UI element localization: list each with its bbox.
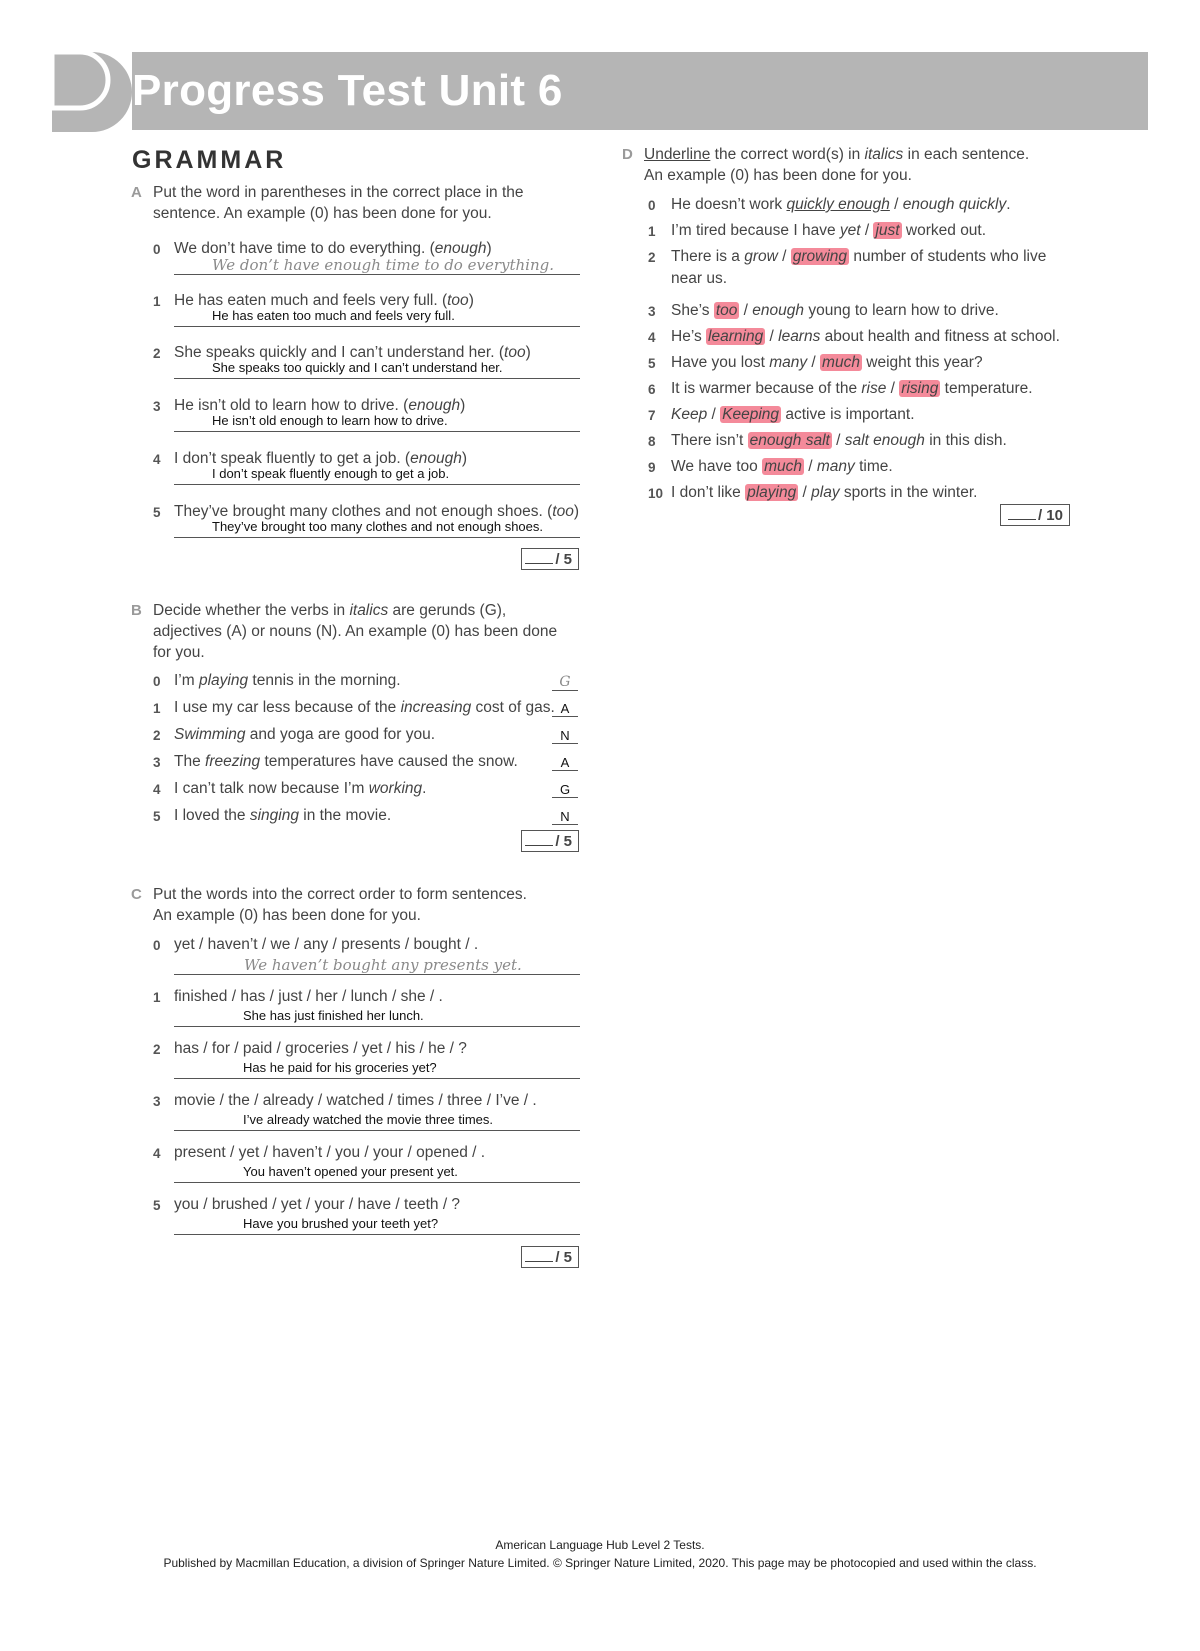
item-number: 5	[153, 1198, 161, 1213]
answer-text: Has he paid for his groceries yet?	[243, 1060, 437, 1075]
option-b[interactable]: enough	[752, 302, 805, 319]
answer-text: You haven’t opened your present yet.	[243, 1164, 458, 1179]
answer-text: He has eaten too much and feels very full.	[212, 308, 455, 323]
item-number: 5	[153, 505, 161, 520]
answer-field[interactable]: N	[552, 809, 578, 825]
item-number: 8	[648, 434, 656, 449]
question-text: We have too much / many time.	[671, 458, 893, 475]
score-box-c[interactable]: / 5	[521, 1246, 579, 1268]
question-text: Swimming and yoga are good for you.	[174, 726, 436, 743]
option-b[interactable]: learns	[778, 328, 821, 345]
question-text: It is warmer because of the rise / rising temperature.	[671, 380, 1033, 397]
answer-line[interactable]	[174, 974, 580, 975]
item-number: 2	[153, 1042, 161, 1057]
item-number: 2	[648, 250, 656, 265]
question-text: I don’t speak fluently to get a job. (enough)	[174, 450, 467, 467]
page-title: Progress Test Unit 6	[132, 66, 563, 115]
section-heading: GRAMMAR	[132, 146, 287, 174]
answer-line[interactable]	[174, 1182, 580, 1183]
item-number: 10	[648, 486, 664, 501]
exercise-letter: B	[131, 602, 142, 619]
item-number: 9	[648, 460, 656, 475]
question-text: present / yet / haven’t / you / your / opened / .	[174, 1144, 486, 1161]
exercise-d-instructions: D Underline the correct word(s) in italics in each sentence. An example (0) has been done for you.	[622, 146, 1030, 184]
item-number: 6	[648, 382, 656, 397]
item-number: 4	[153, 452, 161, 467]
question-text: We don’t have time to do everything. (enough)	[174, 240, 492, 257]
exercise-b-instructions: B Decide whether the verbs in italics are gerunds (G), adjectives (A) or nouns (N). An example (0) has been done for you.	[131, 602, 558, 661]
answer-text: Have you brushed your teeth yet?	[243, 1216, 439, 1231]
question-text: There isn’t enough salt / salt enough in this dish.	[671, 432, 1007, 449]
unit-logo-icon	[52, 52, 132, 132]
question-text: I don’t like playing / play sports in the winter.	[671, 484, 978, 501]
option-a[interactable]: learning	[708, 328, 764, 345]
question-text: finished / has / just / her / lunch / she / .	[174, 988, 443, 1005]
item-number: 2	[153, 346, 161, 361]
item-number: 3	[153, 1094, 161, 1109]
option-b[interactable]: just	[875, 222, 900, 239]
question-text: I loved the singing in the movie.	[174, 807, 392, 824]
question-text: I use my car less because of the increasing cost of gas.	[174, 699, 555, 716]
footer-line-2: Published by Macmillan Education, a division of Springer Nature Limited. © Springer Nature Limited, 2020. This page may be photocopied and used within the class.	[163, 1556, 1037, 1570]
question-text: He’s learning / learns about health and fitness at school.	[671, 328, 1060, 345]
score-box-d[interactable]: / 10	[1000, 504, 1070, 526]
footer-line-1: American Language Hub Level 2 Tests.	[495, 1538, 705, 1552]
item-number: 0	[153, 674, 161, 689]
question-text: you / brushed / yet / your / have / teeth / ?	[174, 1196, 461, 1213]
answer-line[interactable]	[174, 1078, 580, 1079]
answer-line[interactable]	[174, 1130, 580, 1131]
exercise-letter: A	[131, 184, 142, 201]
item-number: 0	[153, 242, 161, 257]
option-a[interactable]: quickly enough	[786, 196, 890, 213]
item-number: 4	[153, 1146, 161, 1161]
answer-line[interactable]	[174, 1026, 580, 1027]
answer-text: She speaks too quickly and I can’t understand her.	[212, 360, 503, 375]
option-a[interactable]: many	[769, 354, 808, 371]
exercise-c-instructions: C Put the words into the correct order to form sentences. An example (0) has been done for you.	[131, 886, 527, 924]
option-b[interactable]: Keeping	[722, 406, 780, 423]
answer-text: They’ve brought too many clothes and not enough shoes.	[212, 519, 543, 534]
option-b[interactable]: salt enough	[844, 432, 925, 449]
exercise-letter: C	[131, 886, 142, 903]
answer-line[interactable]	[174, 326, 580, 327]
answer-line[interactable]	[174, 378, 580, 379]
option-a[interactable]: playing	[747, 484, 797, 501]
answer-text: She has just finished her lunch.	[243, 1008, 424, 1023]
answer-line[interactable]	[174, 537, 580, 538]
option-a[interactable]: too	[715, 302, 738, 319]
item-number: 2	[153, 728, 161, 743]
item-number: 1	[153, 701, 161, 716]
question-text: The freezing temperatures have caused the snow.	[174, 753, 518, 770]
item-number: 0	[153, 938, 161, 953]
item-number: 3	[153, 755, 161, 770]
answer-field[interactable]: A	[552, 701, 578, 717]
option-b[interactable]: rising	[901, 380, 939, 397]
example-answer: We don’t have enough time to do everything.	[212, 256, 554, 274]
item-number: 7	[648, 408, 656, 423]
question-text: She’s too / enough young to learn how to drive.	[671, 302, 999, 319]
example-answer: G	[552, 674, 578, 691]
option-a[interactable]: rise	[861, 380, 887, 397]
answer-text: He isn’t old enough to learn how to drive.	[212, 413, 448, 428]
option-b[interactable]: enough quickly	[902, 196, 1007, 213]
item-number: 1	[648, 224, 656, 239]
option-a[interactable]: grow	[744, 248, 778, 265]
item-number: 5	[153, 809, 161, 824]
item-number: 4	[648, 330, 656, 345]
item-number: 1	[153, 294, 161, 309]
exercise-letter: D	[622, 146, 633, 163]
question-text: movie / the / already / watched / times / three / I’ve / .	[174, 1092, 537, 1109]
answer-field[interactable]: N	[552, 728, 578, 744]
option-b[interactable]: play	[811, 484, 840, 501]
answer-field[interactable]: G	[552, 782, 578, 798]
question-text: She speaks quickly and I can’t understand her. (too)	[174, 344, 531, 361]
answer-line[interactable]	[174, 484, 580, 485]
option-a[interactable]: yet	[839, 222, 861, 239]
option-a[interactable]: enough salt	[749, 432, 830, 449]
question-text: They’ve brought many clothes and not enough shoes. (too)	[174, 503, 580, 520]
item-number: 5	[648, 356, 656, 371]
answer-field[interactable]: A	[552, 755, 578, 771]
item-number: 4	[153, 782, 161, 797]
option-b[interactable]: much	[822, 354, 860, 371]
option-a[interactable]: Keep	[671, 406, 708, 423]
question-text: yet / haven’t / we / any / presents / bought / .	[174, 936, 479, 953]
question-text: Keep / Keeping active is important.	[671, 406, 915, 423]
score-box-a[interactable]: / 5	[521, 548, 579, 570]
question-text-continued: near us.	[671, 270, 728, 287]
example-answer: We haven’t bought any presents yet.	[244, 956, 522, 974]
question-text: I can’t talk now because I’m working.	[174, 780, 427, 797]
question-text: He isn’t old to learn how to drive. (enough)	[174, 397, 466, 414]
exercise-a-instructions: A Put the word in parentheses in the correct place in the sentence. An example (0) has been done for you.	[131, 184, 524, 222]
question-text: I’m playing tennis in the morning.	[174, 672, 401, 689]
question-text: has / for / paid / groceries / yet / his / he / ?	[174, 1040, 467, 1057]
item-number: 3	[648, 304, 656, 319]
item-number: 0	[648, 198, 656, 213]
item-number: 3	[153, 399, 161, 414]
answer-line[interactable]	[174, 274, 580, 275]
question-text: Have you lost many / much weight this year?	[671, 354, 983, 371]
item-number: 1	[153, 990, 161, 1005]
option-b[interactable]: many	[816, 458, 855, 475]
question-text: I’m tired because I have yet / just worked out.	[671, 222, 987, 239]
question-text: There is a grow / growing number of students who live	[671, 248, 1047, 265]
answer-line[interactable]	[174, 431, 580, 432]
option-a[interactable]: much	[764, 458, 802, 475]
answer-text: I don’t speak fluently enough to get a job.	[212, 466, 450, 481]
answer-text: I’ve already watched the movie three times.	[243, 1112, 494, 1127]
answer-line[interactable]	[174, 1234, 580, 1235]
question-text: He doesn’t work quickly enough / enough quickly.	[671, 196, 1011, 213]
option-b[interactable]: growing	[792, 248, 848, 265]
question-text: He has eaten much and feels very full. (too)	[174, 292, 474, 309]
score-box-b[interactable]: / 5	[521, 830, 579, 852]
